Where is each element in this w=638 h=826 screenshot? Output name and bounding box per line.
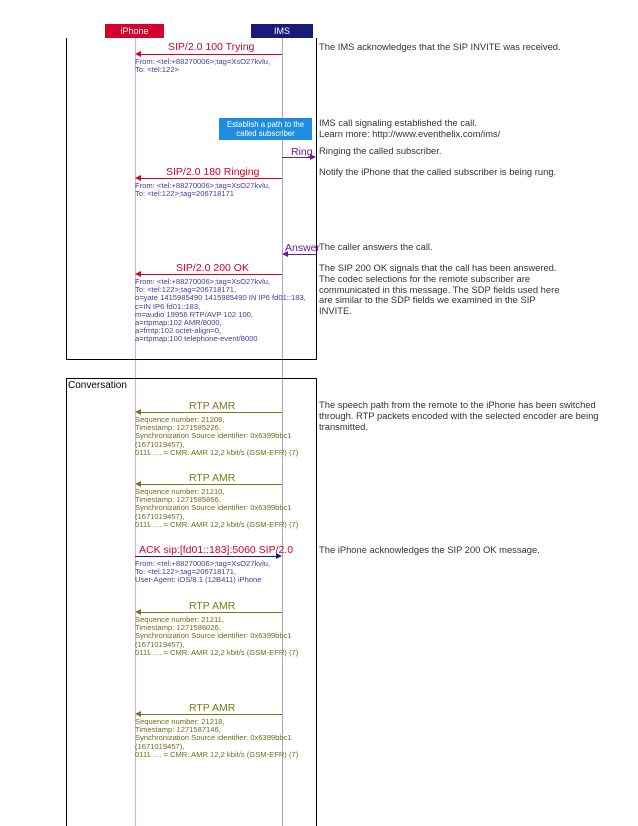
participant-ims-header <box>251 24 313 38</box>
msg-200-ok-title: SIP/2.0 200 OK <box>176 262 249 274</box>
participant-iphone-header <box>105 24 164 38</box>
rtp-1-details: Sequence number: 21208, Timestamp: 1271585226, Synchronization Source identifier: 0x6399bbc1 (1671019457), 0111 .... = CMR: AMR 12,2 kbit/s (GSM-EFR) (7) <box>135 415 299 457</box>
conversation-frame-top <box>66 378 317 379</box>
rtp-1-title: RTP AMR <box>189 400 236 412</box>
ring-arrowhead <box>310 154 316 160</box>
msg-100-trying-arrow <box>140 54 282 55</box>
rtp-1-note: The speech path from the remote to the iPhone has been switched through. RTP packets encoded with the selected encoder are being transmitted. <box>319 399 599 432</box>
establish-path-action-box <box>219 118 312 140</box>
answer-label: Answer <box>285 242 321 254</box>
frame-bottom-top <box>66 359 317 360</box>
answer-note: The caller answers the call. <box>319 241 433 252</box>
conversation-frame-right <box>316 378 317 826</box>
ack-arrow <box>135 556 277 557</box>
msg-180-ringing-note: Notify the iPhone that the called subscriber is being rung. <box>319 166 557 177</box>
rtp-2-title: RTP AMR <box>189 472 236 484</box>
ring-label: Ring <box>291 146 313 158</box>
rtp-2-details: Sequence number: 21210, Timestamp: 1271585866, Synchronization Source identifier: 0x6399bbc1 (1671019457), 0111 .... = CMR: AMR 12,2 kbit/s (GSM-EFR) (7) <box>135 487 299 529</box>
ring-arrow <box>282 157 311 158</box>
establish-path-note: IMS call signaling established the call. Learn more: http://www.eventhelix.com/ims/ <box>319 117 501 139</box>
ack-details: From: <tel:+88270006>;tag=XsO27kvlu, To: <tel:122>;tag=206718171, User-Agent: iOS/8.1 (12B411) iPhone <box>135 559 271 585</box>
participant-ims-label: IMS <box>273 26 290 36</box>
msg-100-trying-title: SIP/2.0 100 Trying <box>168 41 255 53</box>
participant-iphone-label: iPhone <box>120 26 149 36</box>
answer-arrow <box>288 254 316 255</box>
ack-title: ACK sip:[fd01::183]:5060 SIP/2.0 <box>139 544 294 556</box>
rtp-4-arrow <box>140 714 282 715</box>
ack-note: The iPhone acknowledges the SIP 200 OK message. <box>319 544 540 555</box>
answer-arrowhead <box>282 251 288 257</box>
rtp-3-title: RTP AMR <box>189 600 236 612</box>
msg-100-trying-note: The IMS acknowledges that the SIP INVITE was received. <box>319 41 561 52</box>
ack-arrowhead <box>276 553 282 559</box>
frame-right-top <box>316 38 317 359</box>
msg-180-ringing-details: From: <tel:+88270006>;tag=XsO27kvlu, To: <tel:122>;tag=206718171 <box>135 181 271 199</box>
rtp-4-title: RTP AMR <box>189 702 236 714</box>
rtp-4-details: Sequence number: 21218, Timestamp: 1271587146, Synchronization Source identifier: 0x6399bbc1 (1671019457), 0111 .... = CMR: AMR 12,2 kbit/s (GSM-EFR) (7) <box>135 717 299 759</box>
msg-180-ringing-title: SIP/2.0 180 Ringing <box>166 166 260 178</box>
rtp-2-arrow <box>140 484 282 485</box>
frame-left-top <box>66 38 67 359</box>
rtp-3-details: Sequence number: 21211, Timestamp: 1271586026, Synchronization Source identifier: 0x6399bbc1 (1671019457), 0111 .... = CMR: AMR 12,2 kbit/s (GSM-EFR) (7) <box>135 615 299 657</box>
conversation-label: Conversation <box>68 380 127 391</box>
msg-200-ok-arrow <box>140 274 282 275</box>
msg-100-trying-details: From: <tel:+88270006>;tag=XsO27kvlu, To: <tel:122> <box>135 57 271 75</box>
establish-path-label: Establish a path to the called subscriber <box>226 120 305 138</box>
rtp-3-arrow <box>140 612 282 613</box>
rtp-1-arrow <box>140 412 282 413</box>
msg-200-ok-details: From: <tel:+88270006>;tag=XsO27kvlu, To: <tel:122>;tag=206718171, o=yate 1415985490 1415985490 IN IP6 fd01::183, c=IN IP6 fd01::183, m=audio 19956 RTP/AVP 102 100, a=rtpmap:102 AMR/8000, a=fmtp:102 octet-align=0, a=rtpmap:100 telephone-event/8000 <box>135 277 306 344</box>
conversation-frame-left <box>66 378 67 826</box>
msg-200-ok-note: The SIP 200 OK signals that the call has been answered. The codec selections for the remote subscriber are communicated in this message. The SDP fields used here are similar to the SDP fields we examined in the SIP INVITE. <box>319 262 560 317</box>
ring-note: Ringing the called subscriber. <box>319 145 442 156</box>
msg-180-ringing-arrow <box>140 178 282 179</box>
